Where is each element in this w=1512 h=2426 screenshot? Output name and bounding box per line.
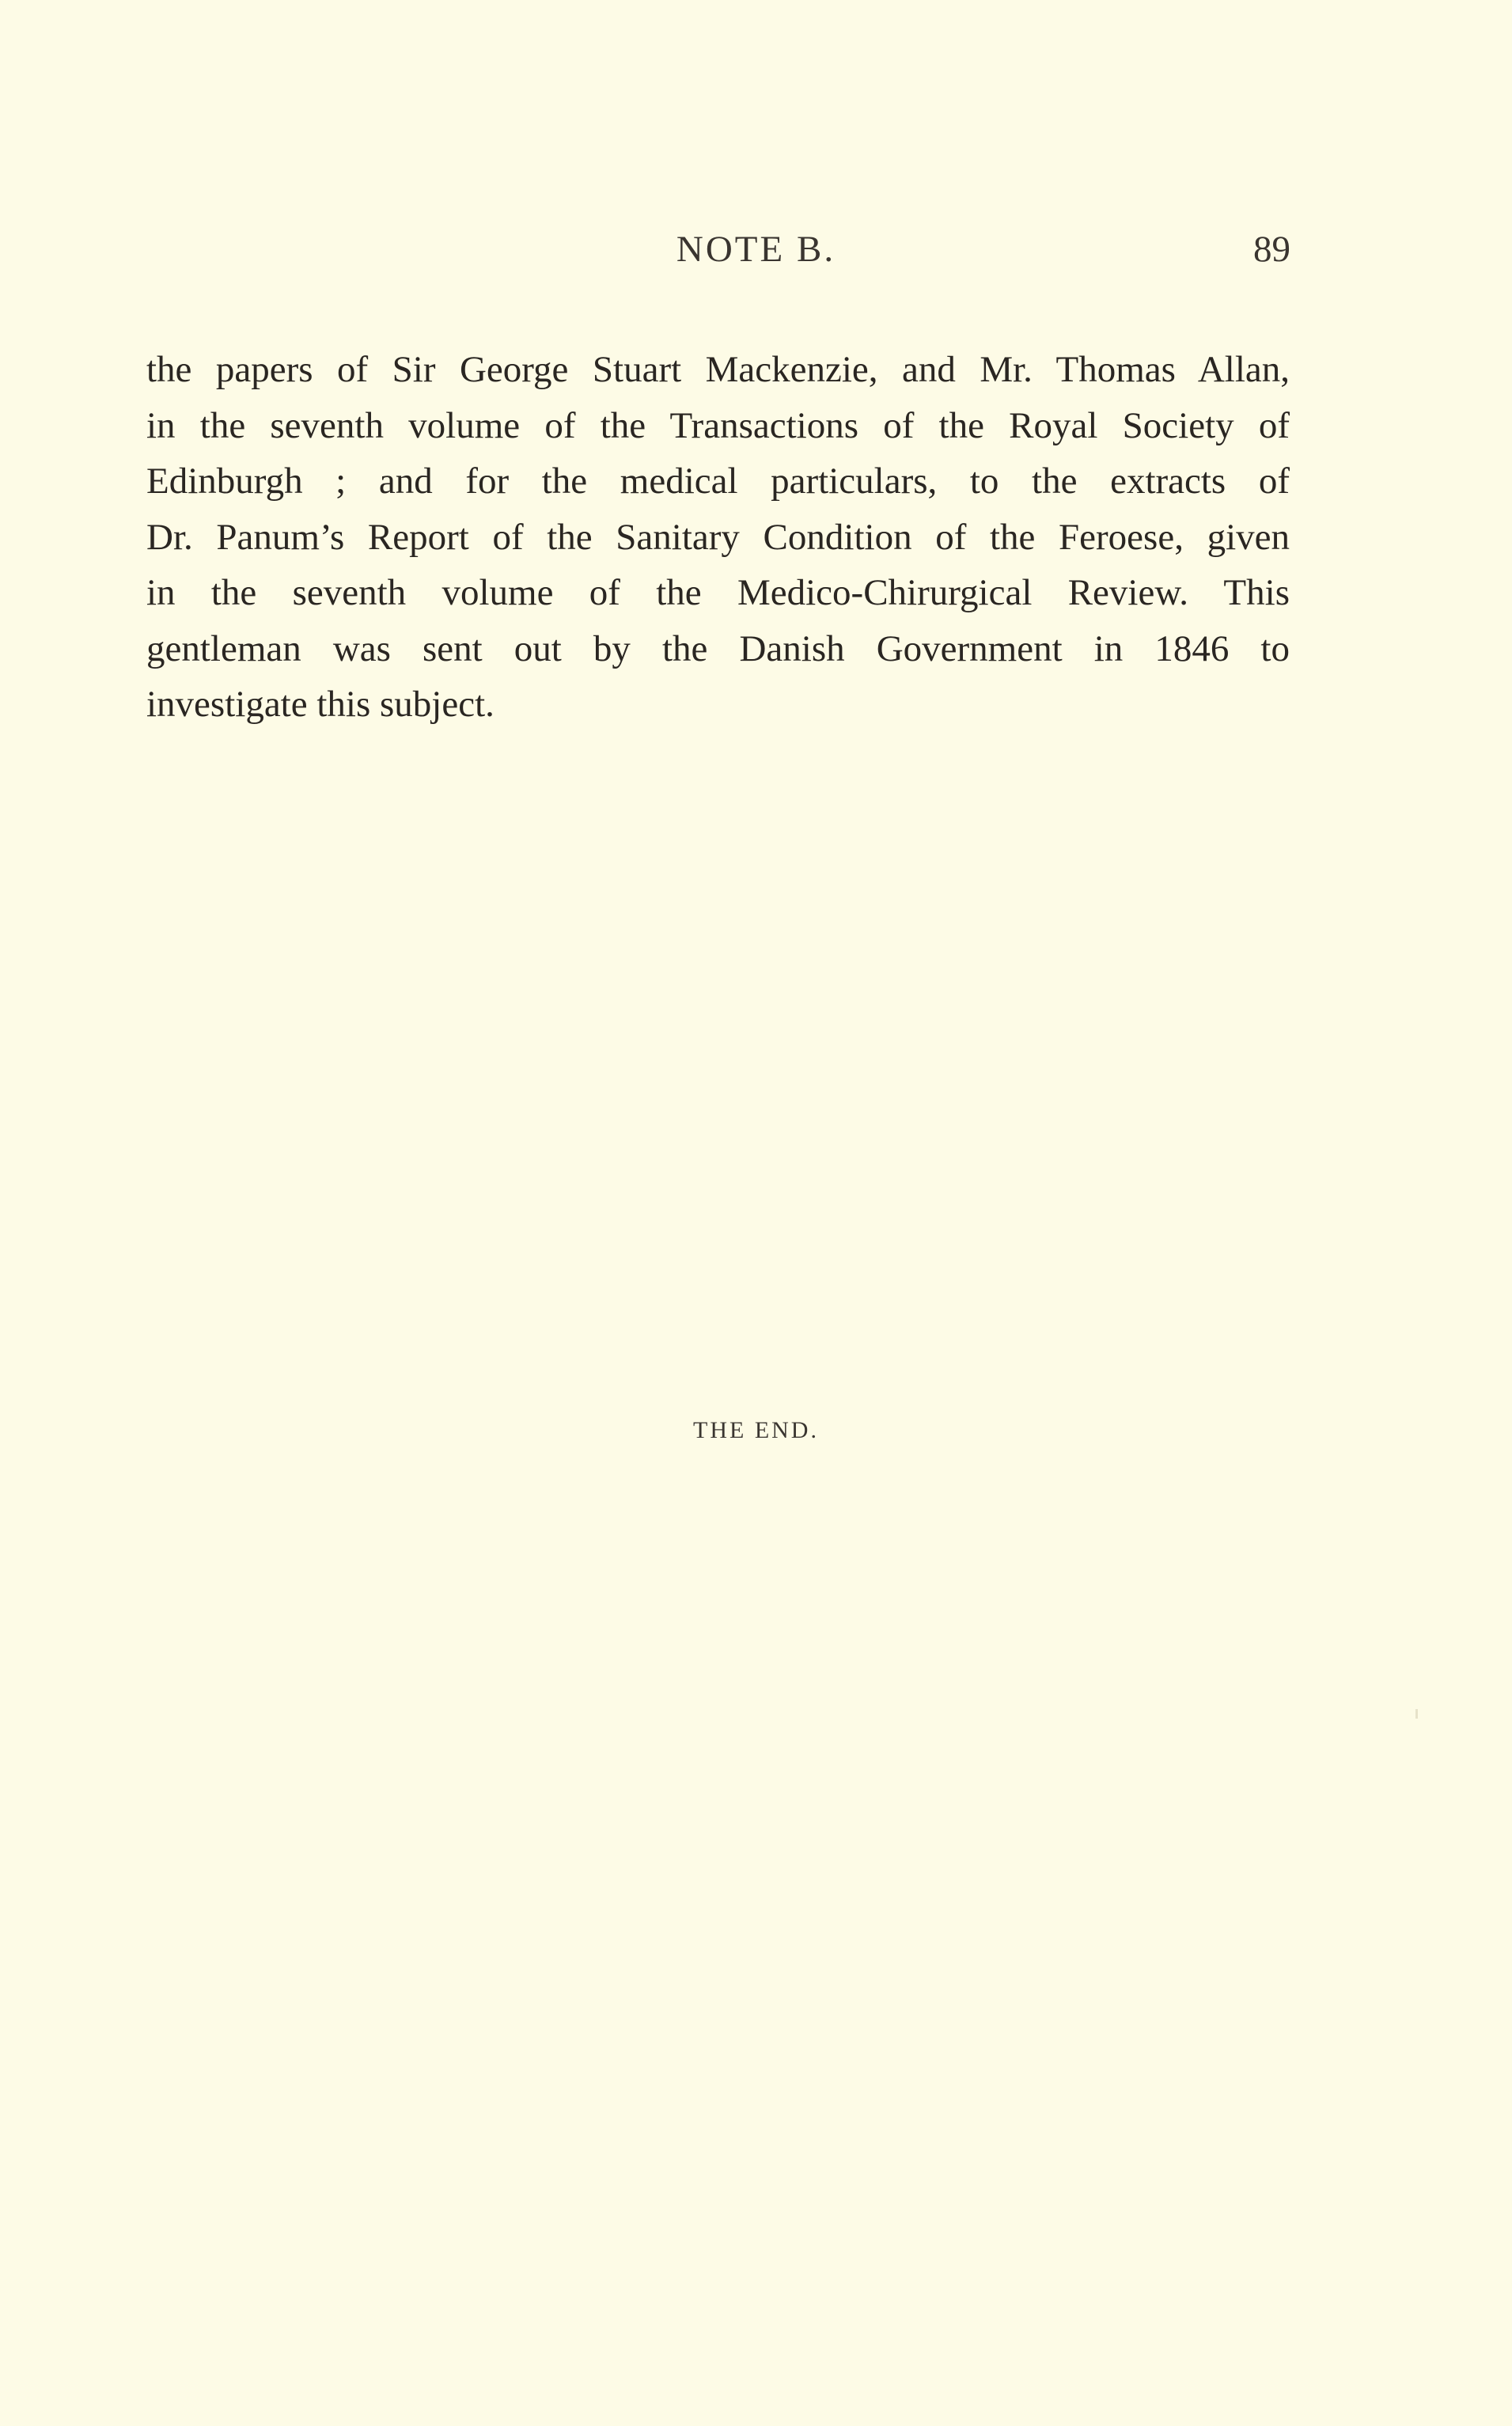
text-line: in the seventh volume of the Transactions of the Royal Society of (146, 404, 1290, 446)
text-line: the papers of Sir George Stuart Mackenzie, and Mr. Thomas Allan, (146, 349, 1290, 390)
the-end-colophon: THE END. (693, 1417, 819, 1443)
running-title: NOTE B. (676, 229, 836, 270)
text-line: in the seventh volume of the Medico-Chirurgical Review. This (146, 572, 1290, 613)
paper-speck (1415, 1709, 1418, 1719)
running-head (0, 226, 1512, 273)
body-paragraph (146, 342, 1290, 733)
text-line: investigate this subject. (146, 684, 495, 725)
text-line: Edinburgh ; and for the medical particulars, to the extracts of (146, 461, 1290, 502)
text-line: Dr. Panum’s Report of the Sanitary Condition of the Feroese, given (146, 516, 1290, 558)
page-number: 89 (1253, 229, 1290, 270)
text-line: gentleman was sent out by the Danish Government in 1846 to (146, 627, 1290, 669)
